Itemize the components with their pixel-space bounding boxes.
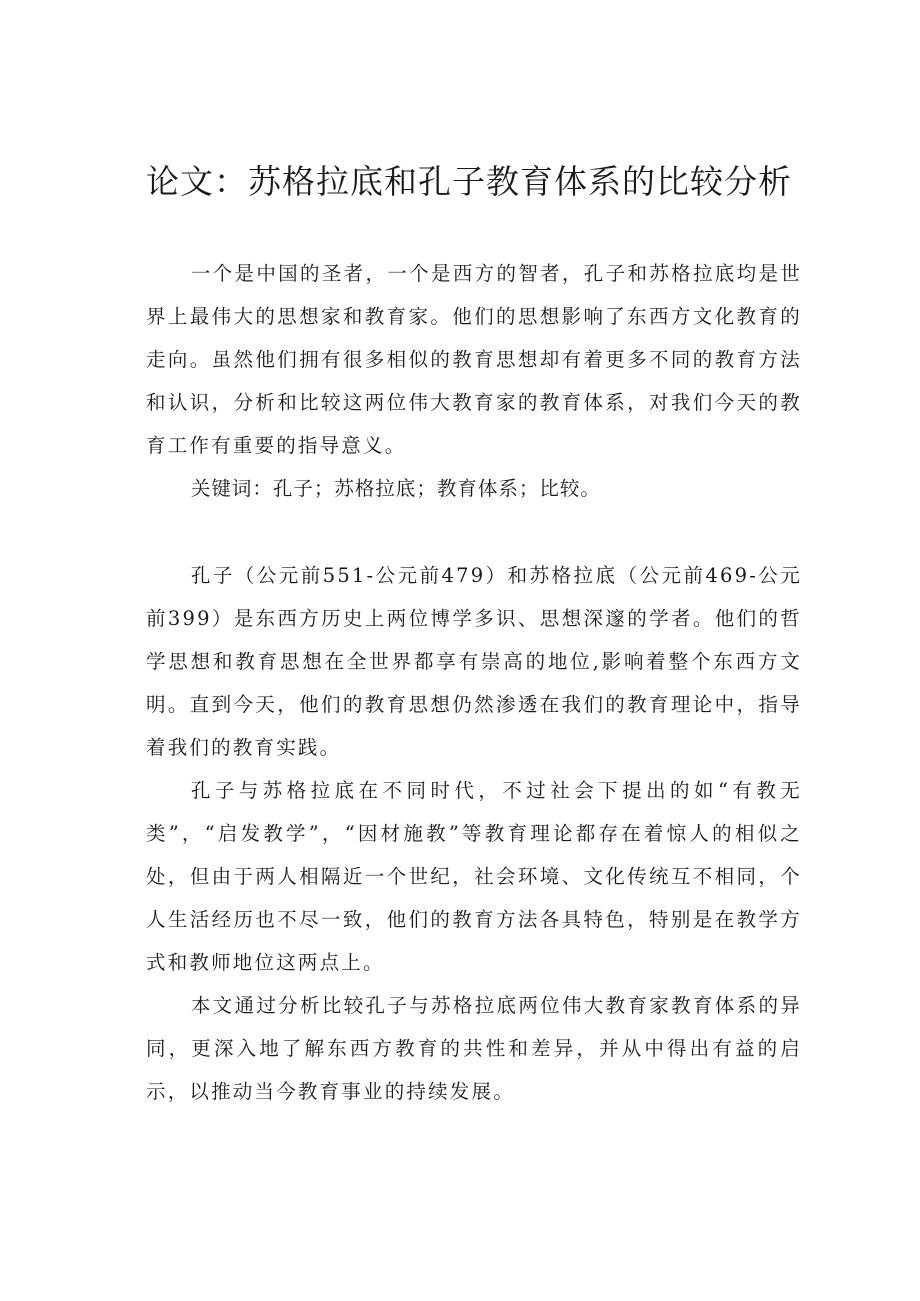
body-paragraph-2: 孔子与苏格拉底在不同时代，不过社会下提出的如“有教无类”，“启发教学”，“因材施教”等教育理论都存在着惊人的相似之处，但由于两人相隔近一个世纪，社会环境、文化传统互不相同，个人生活经历也不尽一致，他们的教育方法各具特色，特别是在教学方式和教师地位这两点上。 — [146, 779, 802, 974]
body-paragraph-3: 本文通过分析比较孔子与苏格拉底两位伟大教育家教育体系的异同，更深入地了解东西方教育的共性和差异，并从中得出有益的启示，以推动当今教育事业的持续发展。 — [146, 994, 802, 1103]
keywords-line: 关键词：孔子；苏格拉底；教育体系；比较。 — [190, 477, 601, 500]
abstract-paragraph: 一个是中国的圣者，一个是西方的智者，孔子和苏格拉底均是世界上最伟大的思想家和教育家。他们的思想影响了东西方文化教育的走向。虽然他们拥有很多相似的教育思想却有着更多不同的教育方法和认识，分析和比较这两位伟大教育家的教育体系，对我们今天的教育工作有重要的指导意义。 — [146, 262, 802, 457]
body-paragraph-1: 孔子（公元前551-公元前479）和苏格拉底（公元前469-公元前399）是东西方历史上两位博学多识、思想深邃的学者。他们的哲学思想和教育思想在全世界都享有崇高的地位,影响着整个东西方文明。直到今天，他们的教育思想仍然渗透在我们的教育理论中，指导着我们的教育实践。 — [146, 564, 802, 759]
document-title: 论文：苏格拉底和孔子教育体系的比较分析 — [146, 162, 792, 201]
